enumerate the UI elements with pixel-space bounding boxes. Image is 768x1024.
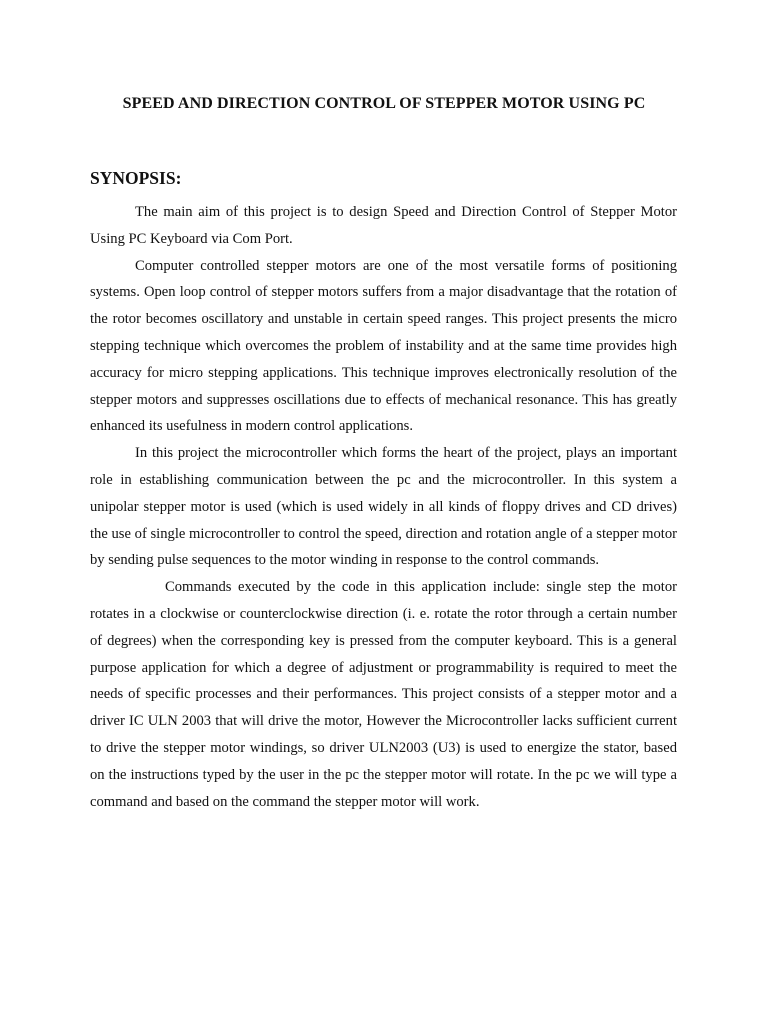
paragraph-aim: The main aim of this project is to design Speed and Direction Control of Stepper Motor Using PC Keyboard via Com Port.	[90, 204, 677, 247]
document-title: SPEED AND DIRECTION CONTROL OF STEPPER MOTOR USING PC	[122, 95, 646, 112]
paragraph-stepper-motors: Computer controlled stepper motors are one of the most versatile forms of positioning systems. Open loop control of stepper motors suffers from a major disadvantage that the rotation of the rotor becomes oscillatory and unstable in certain speed ranges. This project presents the micro stepping technique which overcomes the problem of instability and at the same time provides high accuracy for micro stepping applications. This technique improves electronically resolution of the stepper motors and suppresses oscillations due to effects of mechanical resonance. This has greatly enhanced its usefulness in modern control applications.	[90, 257, 677, 435]
synopsis-body	[90, 199, 677, 815]
paragraph-microcontroller: In this project the microcontroller which forms the heart of the project, plays an important role in establishing communication between the pc and the microcontroller. In this system a unipolar stepper motor is used (which is used widely in all kinds of floppy drives and CD drives) the use of single microcontroller to control the speed, direction and rotation angle of a stepper motor by sending pulse sequences to the motor winding in response to the control commands.	[90, 445, 677, 569]
paragraph-commands: Commands executed by the code in this application include: single step the motor rotates in a clockwise or counterclockwise direction (i. e. rotate the rotor through a certain number of degrees) when the corresponding key is pressed from the computer keyboard. This is a general purpose application for which a degree of adjustment or programmability is required to meet the needs of specific processes and their performances. This project consists of a stepper motor and a driver IC ULN 2003 that will drive the motor, However the Microcontroller lacks sufficient current to drive the stepper motor windings, so driver ULN2003 (U3) is used to energize the stator, based on the instructions typed by the user in the pc the stepper motor will rotate. In the pc we will type a command and based on the command the stepper motor will work.	[90, 579, 677, 810]
section-heading-synopsis: SYNOPSIS:	[90, 168, 182, 188]
